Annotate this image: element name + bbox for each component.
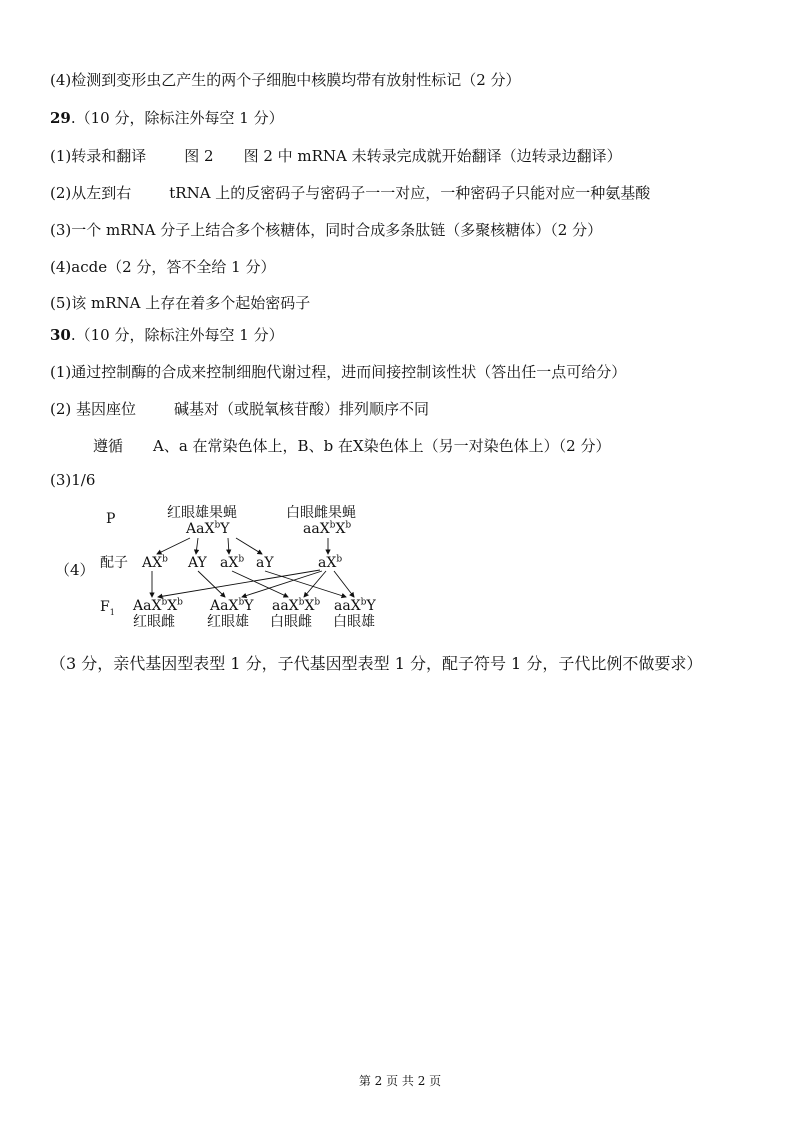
- gamete-2: AY: [188, 555, 207, 571]
- offspring-2-phenotype: 红眼雄: [207, 614, 249, 630]
- answer-30-2-c: 遵循: [93, 437, 124, 455]
- arrow-male-to-gamete-1: [157, 538, 190, 554]
- answer-29-1-a: (1)转录和翻译: [50, 147, 147, 165]
- answer-29-1-c: 图 2 中 mRNA 未转录完成就开始翻译（边转录边翻译）: [243, 147, 622, 165]
- offspring-4-phenotype: 白眼雄: [333, 614, 375, 630]
- answer-30-2-b: 碱基对（或脱氧核苷酸）排列顺序不同: [174, 400, 430, 418]
- answer-29-1-b: 图 2: [184, 147, 214, 165]
- answer-30-3: (3)1/6: [50, 471, 96, 489]
- arrow-female-gamete-to-f1-2: [242, 571, 322, 597]
- question-29-number: 29: [50, 109, 71, 127]
- offspring-1: $AaX^bX^b$: [133, 597, 183, 614]
- diagram-label-gamete: 配子: [100, 555, 128, 571]
- gamete-4: aY: [256, 555, 274, 571]
- answer-29-5: (5)该 mRNA 上存在着多个起始密码子: [50, 294, 311, 312]
- male-parent-genotype: AaX$^b$Y: [186, 520, 230, 537]
- arrow-female-gamete-to-f1-4: [334, 571, 354, 597]
- arrow-aY-to-f1-4: [265, 571, 346, 597]
- answer-30-1: (1)通过控制酶的合成来控制细胞代谢过程，进而间接控制该性状（答出任一点可给分）: [50, 363, 627, 381]
- gamete-5: $aX^b$: [318, 554, 343, 571]
- answer-30-2-a: (2) 基因座位: [50, 400, 137, 418]
- arrow-male-to-gamete-4: [236, 538, 262, 554]
- female-parent-title: 白眼雌果蝇: [286, 505, 356, 521]
- offspring-2: AaX$^b$Y: [210, 597, 254, 614]
- answer-30-2-d: A、a 在常染色体上，B、b 在X染色体上（另一对染色体上）（2 分）: [153, 437, 611, 455]
- answer-29-3: (3)一个 mRNA 分子上结合多个核糖体，同时合成多条肽链（多聚核糖体）（2 分）: [50, 221, 603, 239]
- offspring-3: $aaX^bX^b$: [272, 597, 321, 614]
- arrow-male-to-gamete-2: [196, 538, 198, 554]
- arrow-female-gamete-to-f1-3: [304, 571, 326, 597]
- question-29-score: .（10 分，除标注外每空 1 分）: [70, 109, 284, 127]
- gamete-1: $AX^b$: [142, 554, 168, 571]
- answer-29-2-b: tRNA 上的反密码子与密码子一一对应，一种密码子只能对应一种氨基酸: [169, 184, 651, 202]
- question-30-score: .（10 分，除标注外每空 1 分）: [70, 326, 284, 344]
- diagram-label-f1: $F_1$: [100, 599, 115, 617]
- diagram-label-4: （4）: [55, 561, 95, 579]
- arrow-male-to-gamete-3: [228, 538, 229, 554]
- arrow-aXb-to-f1-3: [232, 571, 288, 597]
- offspring-4: aaX$^b$Y: [334, 597, 376, 614]
- scoring-note: （3 分，亲代基因型表型 1 分，子代基因型表型 1 分，配子符号 1 分，子代比例不做要求）: [50, 654, 703, 673]
- page-footer: 第 2 页 共 2 页: [358, 1074, 442, 1088]
- female-parent-genotype: $aaX^bX^b$: [303, 520, 352, 537]
- offspring-3-phenotype: 白眼雌: [270, 614, 312, 630]
- answer-line-28-4: (4)检测到变形虫乙产生的两个子细胞中核膜均带有放射性标记（2 分）: [50, 71, 521, 89]
- arrow-AY-to-f1-2: [198, 571, 225, 597]
- question-30-number: 30: [50, 326, 71, 344]
- diagram-label-p: P: [106, 511, 116, 527]
- gamete-3: $aX^b$: [220, 554, 245, 571]
- answer-29-4: (4)acde（2 分，答不全给 1 分）: [50, 258, 276, 276]
- answer-29-2-a: (2)从左到右: [50, 184, 132, 202]
- male-parent-title: 红眼雄果蝇: [167, 505, 237, 521]
- offspring-1-phenotype: 红眼雌: [133, 614, 175, 630]
